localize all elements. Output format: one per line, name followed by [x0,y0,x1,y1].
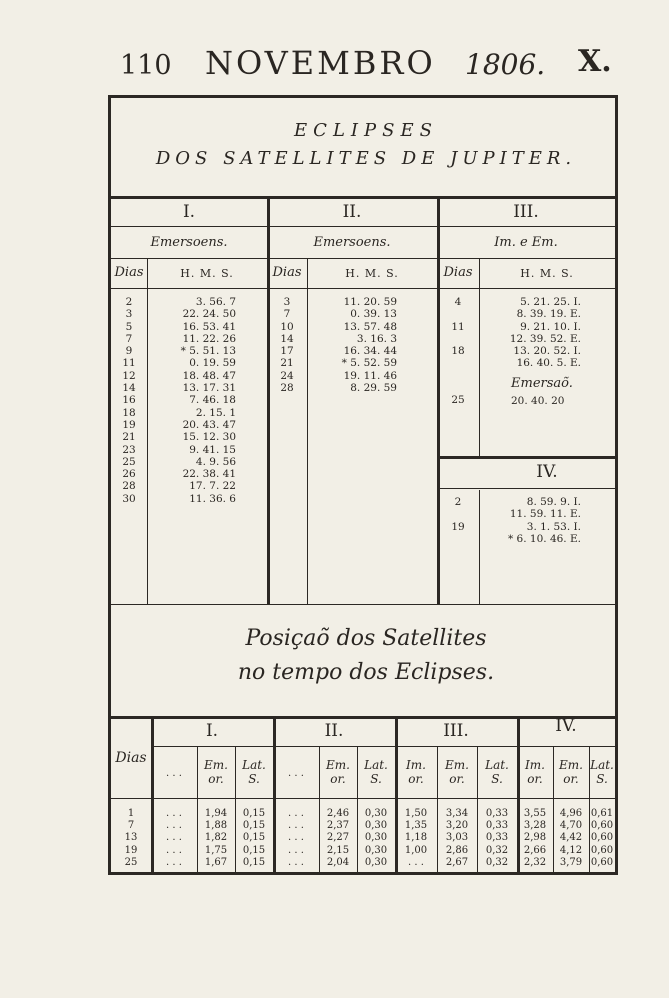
ii-em-label: Em. or. [326,758,350,786]
col-iii-days: 4 11 18 25 [451,296,465,407]
col-ii-label: II. [342,202,362,222]
col-i-hms: H. M. S. [180,267,234,280]
col-iii-dias: Dias [443,265,473,280]
col-ii-hms: H. M. S. [345,267,399,280]
iii-lat-label: Lat. S. [485,758,509,786]
rule [437,456,615,459]
col-ii-days: 3 7 10 14 17 21 24 28 [280,296,294,395]
eclipses-subtitle: DOS SATELLITES DE JUPITER. [155,148,577,169]
iv-lat: 0,61 0,60 0,60 0,60 0,60 [590,808,614,868]
rule [111,604,615,605]
ii-lat: 0,30 0,30 0,30 0,30 0,30 [364,808,388,868]
col-iii-label: III. [513,202,539,222]
col-i-days: 2 3 5 7 9 11 12 14 16 18 19 21 23 25 26 28 30 [122,296,136,505]
iv-em: 4,96 4,70 4,42 4,12 3,79 [559,808,583,868]
iii-em: 3,34 3,20 3,03 2,86 2,67 [445,808,469,868]
col-iii-emersao: Emersaõ. [511,376,573,391]
pos-sat-ii: II. [324,721,344,741]
rule [111,196,615,199]
ii-dots: . . . . . . . . . . . . . . . [288,808,304,868]
rule [151,746,615,747]
rule [111,258,615,259]
col-ii-times: 11. 20. 59 0. 39. 13 13. 57. 48 3. 16. 3 16. 34. 44 * 5. 52. 59 19. 11. 46 8. 29. 59 [341,296,397,395]
dias-divider [479,490,480,604]
col-iv-label: IV. [536,462,558,482]
ii-dots-label: . . . [288,768,304,779]
pos-days: 1 7 13 19 25 [124,808,138,868]
col-iii-hms: H. M. S. [520,267,574,280]
position-subtitle: no tempo dos Eclipses. [237,660,495,685]
i-lat-label: Lat. S. [242,758,266,786]
iv-im-label: Im. or. [525,758,545,786]
pos-sat-iv: IV. [555,716,577,736]
col-i-times: 3. 56. 7 22. 24. 50 16. 53. 41 11. 22. 26 * 5. 51. 13 0. 19. 59 18. 48. 47 13. 17. 31 7. 46. 18 2. 15. 1 20. 43. 47 15. 12. 30 9. 41. 15 4. 9. 56 22. 38. 41 17. 7. 22 11. 36. 6 [180,296,236,505]
col-iii-emersao-time: 20. 40. 20 [511,395,565,407]
position-title: Posiçaõ dos Satellites [245,626,487,651]
column-divider [267,196,270,604]
col-ii-sub: Emersoens. [313,235,391,250]
dias-divider [307,258,308,604]
iv-lat-label: Lat. S. [590,758,614,786]
dias-divider [479,258,480,456]
col-iii-sub: Im. e Em. [494,235,558,250]
year: 1806. [465,48,546,81]
pos-sat-iii: III. [443,721,469,741]
col-i-sub: Emersoens. [150,235,228,250]
iv-im: 3,55 3,28 2,98 2,66 2,32 [523,808,547,868]
dias-divider [147,258,148,604]
col-iii-times: 5. 21. 25. I. 8. 39. 19. E. 9. 21. 10. I. 12. 39. 52. E. 13. 20. 52. I. 16. 40. 5. E. [509,296,581,370]
rule [111,798,615,799]
iv-em-label: Em. or. [559,758,583,786]
position-dias: Dias [115,750,147,766]
col-i-label: I. [182,202,196,222]
iii-im-label: Im. or. [406,758,426,786]
iii-lat: 0,33 0,33 0,33 0,32 0,32 [485,808,509,868]
i-dots: . . . . . . . . . . . . . . . [166,808,182,868]
eclipses-title: ECLIPSES [294,120,438,141]
col-i-dias: Dias [114,265,144,280]
i-lat: 0,15 0,15 0,15 0,15 0,15 [242,808,266,868]
iii-em-label: Em. or. [445,758,469,786]
month-title: NOVEMBRO [205,44,436,82]
i-em: 1,94 1,88 1,82 1,75 1,67 [204,808,228,868]
ii-lat-label: Lat. S. [364,758,388,786]
ii-em: 2,46 2,37 2,27 2,15 2,04 [326,808,350,868]
rule [437,488,615,489]
pos-sat-i: I. [205,721,219,741]
i-em-label: Em. or. [204,758,228,786]
rule [111,226,615,227]
iii-im: 1,50 1,35 1,18 1,00 . . . [404,808,428,868]
eclipses-table [108,95,618,875]
col-ii-dias: Dias [272,265,302,280]
sheet-mark: X. [578,44,612,79]
rule [111,288,615,289]
page-number: 110 [120,50,172,81]
col-iv-days: 2 19 [451,496,465,533]
i-dots-label: . . . [166,768,182,779]
col-iv-times: 8. 59. 9. I. 11. 59. 11. E. 3. 1. 53. I. * 6. 10. 46. E. [507,496,581,545]
